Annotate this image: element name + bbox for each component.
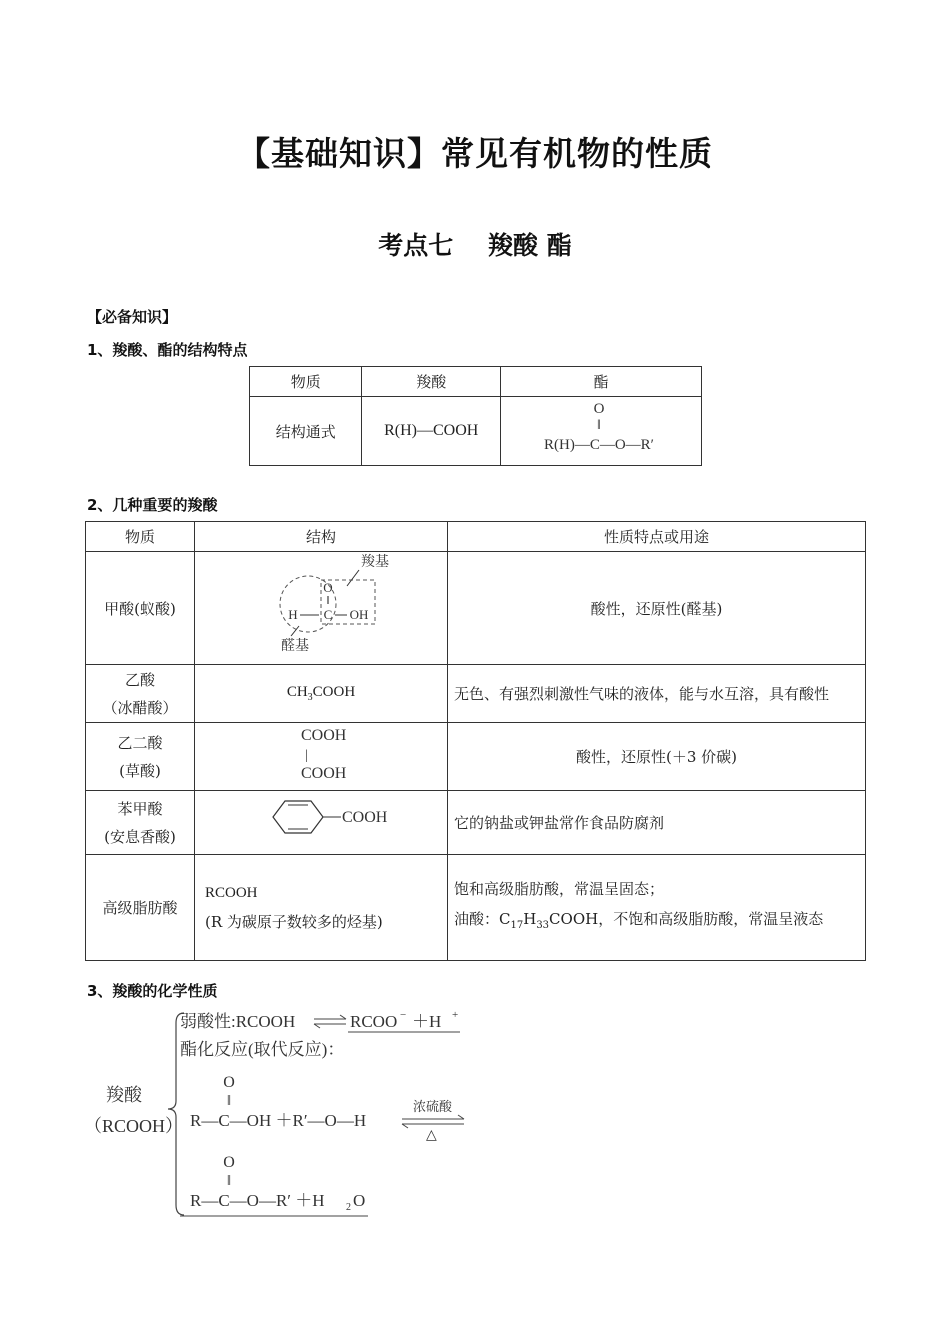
table1-header-acid: 羧酸: [362, 367, 501, 397]
oxalic-name-line2: (草酸): [119, 761, 161, 780]
ester-general-formula: [501, 397, 702, 466]
table2-header-structure: 结构: [195, 522, 448, 552]
acetic-acid-property: 无色、有强烈刺激性气味的液体，能与水互溶，具有酸性: [448, 665, 866, 723]
table-row: [86, 723, 866, 791]
benzoic-name-line2: (安息香酸): [104, 827, 176, 846]
fatty-prop-saturated: 饱和高级脂肪酸，常温呈固态；: [454, 880, 665, 898]
fatty-acid-name: 高级脂肪酸: [86, 855, 195, 961]
acetic-name-line2: （冰醋酸）: [102, 698, 178, 717]
ester-chain: R(H)—C—O—R′: [544, 437, 654, 453]
ester-carbonyl-o: O: [593, 401, 605, 417]
subtitle-acid: 羧酸: [488, 231, 539, 260]
catalyst-label: 浓硫酸: [413, 1099, 453, 1114]
fatty-acid-formula: RCOOH: [205, 884, 258, 901]
reaction-arrowhead-forward: [458, 1115, 464, 1119]
oleic-sub33: 33: [536, 920, 550, 931]
table-row: [86, 665, 866, 723]
table1-row-label: 结构通式: [250, 397, 362, 466]
carboxylic-acid-reactions-diagram: [80, 1005, 500, 1230]
benzoic-acid-property: 它的钠盐或钾盐常作食品防腐剂: [448, 791, 866, 855]
aldehyde-arrow: [291, 626, 299, 636]
benzoic-acid-structure: [195, 791, 448, 855]
oleic-sub17: 17: [510, 920, 524, 931]
oleic-h: H: [523, 910, 537, 928]
table1-header-substance: 物质: [250, 367, 362, 397]
reaction-label-rcooh: （RCOOH）: [84, 1116, 184, 1136]
proton-charge: +: [452, 1009, 459, 1021]
oleic-pre: 油酸：C: [454, 910, 511, 928]
equilibrium-arrowhead-top: [340, 1015, 346, 1019]
fatty-acid-note: (R 为碳原子数较多的烃基): [205, 912, 383, 931]
esterification-title: 酯化反应(取代反应)：: [180, 1040, 345, 1059]
oxalic-acid-property: 酸性，还原性(＋3 价碳): [448, 723, 866, 791]
heat-symbol: △: [426, 1128, 437, 1143]
anion-charge: −: [400, 1009, 407, 1021]
table1-header-ester: 酯: [501, 367, 702, 397]
acid-general-formula: R(H)—COOH: [362, 397, 501, 466]
formic-h: H: [288, 607, 298, 622]
fatty-prop-oleic: [454, 904, 859, 941]
acetic-acid-structure: [195, 665, 448, 723]
oleic-post: COOH，不饱和高级脂肪酸，常温呈液态: [549, 910, 824, 928]
oxalic-acid-diagram: [201, 723, 441, 786]
subtitle-topic: 考点七: [378, 231, 454, 260]
oxalic-acid-structure: [195, 723, 448, 791]
formic-acid-structure: [195, 552, 448, 665]
benzoic-acid-diagram: [201, 791, 441, 850]
page-subtitle: [0, 226, 950, 262]
ester-double-bond: ‖: [597, 418, 601, 433]
formic-c: C: [323, 607, 333, 622]
weak-acid-anion: RCOO: [350, 1012, 398, 1031]
formic-double-bond: ‖: [326, 593, 330, 607]
reaction-arrowhead-reverse: [402, 1124, 408, 1128]
table-row: [86, 855, 866, 961]
reactant-double-bond: ‖: [226, 1093, 232, 1109]
equilibrium-arrowhead-bottom: [314, 1024, 320, 1028]
oxalic-top-cooh: COOH: [301, 727, 347, 744]
acetic-cooh: COOH: [312, 684, 356, 700]
weak-acid-text: 弱酸性:RCOOH: [180, 1012, 296, 1031]
section2-heading: 2、几种重要的羧酸: [87, 496, 218, 514]
acetic-acid-name: [86, 665, 195, 723]
acetic-ch: CH: [286, 684, 308, 700]
benzoic-cooh: COOH: [342, 809, 388, 826]
formic-acid-diagram: [201, 552, 441, 660]
product-carbonyl-o: O: [223, 1154, 235, 1171]
oxalic-bond: |: [305, 748, 308, 763]
formic-acid-property: 酸性，还原性(醛基): [448, 552, 866, 665]
benzoic-acid-name: [86, 791, 195, 855]
weak-acid-proton: ＋H: [412, 1012, 442, 1031]
aldehyde-label: 醛基: [281, 639, 309, 654]
table-row: [86, 552, 866, 665]
subtitle-ester: 酯: [546, 231, 572, 260]
fatty-acid-structure: [195, 855, 448, 961]
table-row: [86, 791, 866, 855]
oxalic-bottom-cooh: COOH: [301, 765, 347, 782]
section1-heading: 1、羧酸、酯的结构特点: [87, 341, 248, 359]
table2-header-property: 性质特点或用途: [448, 522, 866, 552]
page-title: 【基础知识】常见有机物的性质: [237, 134, 713, 173]
ester-structure-diagram: [501, 397, 701, 461]
acetic-sub3: 3: [307, 692, 313, 703]
structure-table: [249, 366, 702, 466]
formic-o: O: [323, 580, 333, 595]
benzene-ring-icon: [273, 801, 323, 833]
carboxylic-acids-table: [85, 521, 866, 961]
reaction-label-acid: 羧酸: [106, 1085, 142, 1105]
section-bibei: 【必备知识】: [87, 308, 178, 326]
reactant-carbonyl-o: O: [223, 1074, 235, 1091]
benzoic-name-line1: 苯甲酸: [117, 799, 163, 818]
carboxyl-arrow: [347, 570, 359, 586]
table2-header-substance: 物质: [86, 522, 195, 552]
formic-acid-name: 甲酸(蚁酸): [86, 552, 195, 665]
formic-oh: OH: [349, 607, 369, 622]
product-double-bond: ‖: [226, 1173, 232, 1189]
oxalic-name-line1: 乙二酸: [117, 733, 163, 752]
product-chain: R—C—O—R′ ＋H: [190, 1191, 325, 1210]
fatty-acid-property: [448, 855, 866, 961]
water-o: O: [353, 1191, 366, 1210]
water-subscript: 2: [346, 1202, 351, 1213]
reactant-chain: R—C—OH ＋R′—O—H: [190, 1111, 367, 1130]
carboxyl-label: 羧基: [361, 555, 389, 570]
oxalic-acid-name: [86, 723, 195, 791]
acetic-name-line1: 乙酸: [124, 670, 155, 689]
section3-heading: 3、羧酸的化学性质: [87, 982, 218, 1000]
